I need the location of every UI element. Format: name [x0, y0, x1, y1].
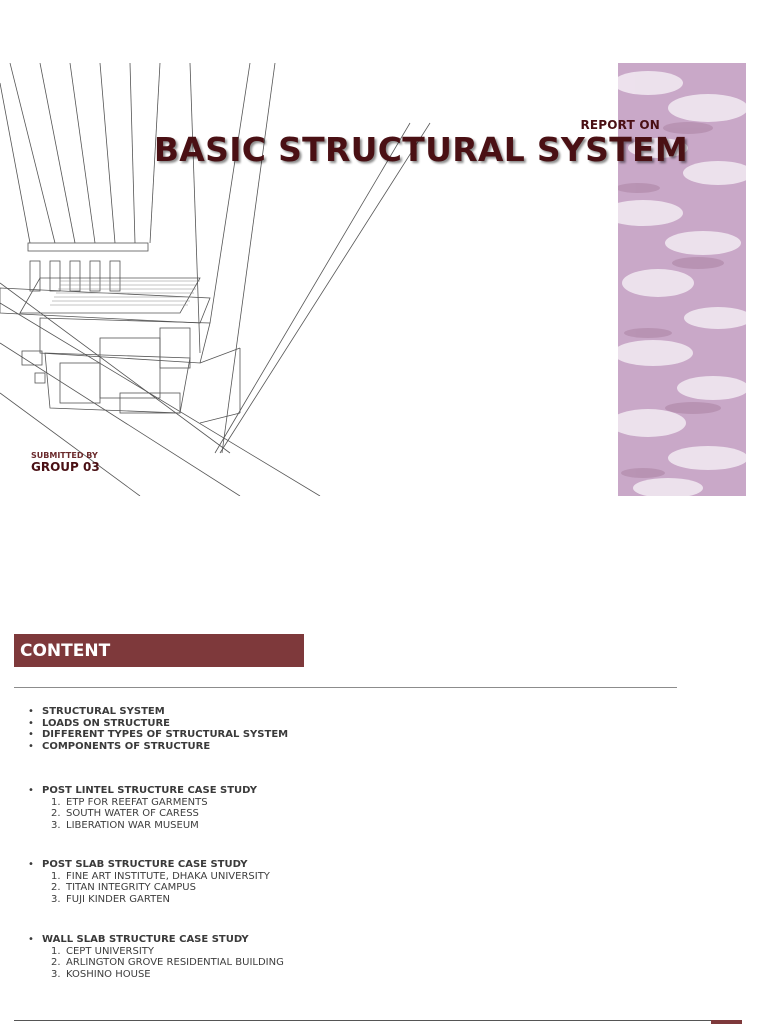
section-title-text: POST SLAB STRUCTURE CASE STUDY [42, 859, 248, 870]
list-item-text: FUJI KINDER GARTEN [66, 893, 170, 905]
list-item: 3. KOSHINO HOUSE [51, 968, 151, 980]
list-item: 2. ARLINGTON GROVE RESIDENTIAL BUILDING [51, 957, 284, 969]
section-wall-slab [28, 934, 284, 980]
architectural-sketch-illustration [0, 63, 620, 496]
list-item-text: LIBERATION WAR MUSEUM [66, 819, 199, 831]
section-title [28, 785, 257, 831]
list-item: 3. FUJI KINDER GARTEN [51, 893, 170, 905]
list-item-text: CEPT UNIVERSITY [66, 945, 154, 957]
content-heading: CONTENT [20, 641, 111, 661]
cover-page [0, 63, 746, 496]
submitted-by-label: SUBMITTED BY [31, 451, 98, 460]
intro-list [28, 706, 288, 752]
list-item-text: FINE ART INSTITUTE, DHAKA UNIVERSITY [66, 870, 270, 882]
list-item: 2. SOUTH WATER OF CARESS [51, 808, 199, 820]
section-post-lintel [28, 785, 257, 831]
list-item: • LOADS ON STRUCTURE [28, 718, 288, 730]
footer-accent-mark [711, 1020, 742, 1024]
section-title-text: WALL SLAB STRUCTURE CASE STUDY [42, 934, 249, 945]
list-item: • COMPONENTS OF STRUCTURE [28, 741, 288, 753]
report-on-label: REPORT ON [580, 118, 660, 132]
list-item: 1. FINE ART INSTITUTE, DHAKA UNIVERSITY [51, 870, 270, 882]
section-title [28, 859, 270, 905]
group-name: GROUP 03 [31, 460, 100, 474]
case-study-list [42, 797, 257, 832]
section-title [28, 934, 284, 980]
content-heading-bar [14, 634, 304, 667]
case-study-list [42, 871, 270, 906]
list-item: 1. ETP FOR REEFAT GARMENTS [51, 796, 208, 808]
list-item: 3. LIBERATION WAR MUSEUM [51, 819, 199, 831]
divider [14, 687, 677, 688]
list-item: • STRUCTURAL SYSTEM [28, 706, 288, 718]
case-study-list [42, 946, 284, 981]
list-item: • DIFFERENT TYPES OF STRUCTURAL SYSTEM [28, 729, 288, 741]
section-post-slab [28, 859, 270, 905]
list-item-text: SOUTH WATER OF CARESS [66, 808, 199, 820]
report-title: BASIC STRUCTURAL SYSTEM [153, 130, 688, 169]
list-item-text: ETP FOR REEFAT GARMENTS [66, 796, 208, 808]
list-item: 2. TITAN INTEGRITY CAMPUS [51, 882, 196, 894]
list-item: 1. CEPT UNIVERSITY [51, 945, 154, 957]
list-item-text: TITAN INTEGRITY CAMPUS [66, 882, 196, 894]
list-item-text: KOSHINO HOUSE [66, 968, 151, 980]
list-item-text: ARLINGTON GROVE RESIDENTIAL BUILDING [66, 957, 284, 969]
section-title-text: POST LINTEL STRUCTURE CASE STUDY [42, 785, 257, 796]
footer-divider [14, 1020, 718, 1021]
